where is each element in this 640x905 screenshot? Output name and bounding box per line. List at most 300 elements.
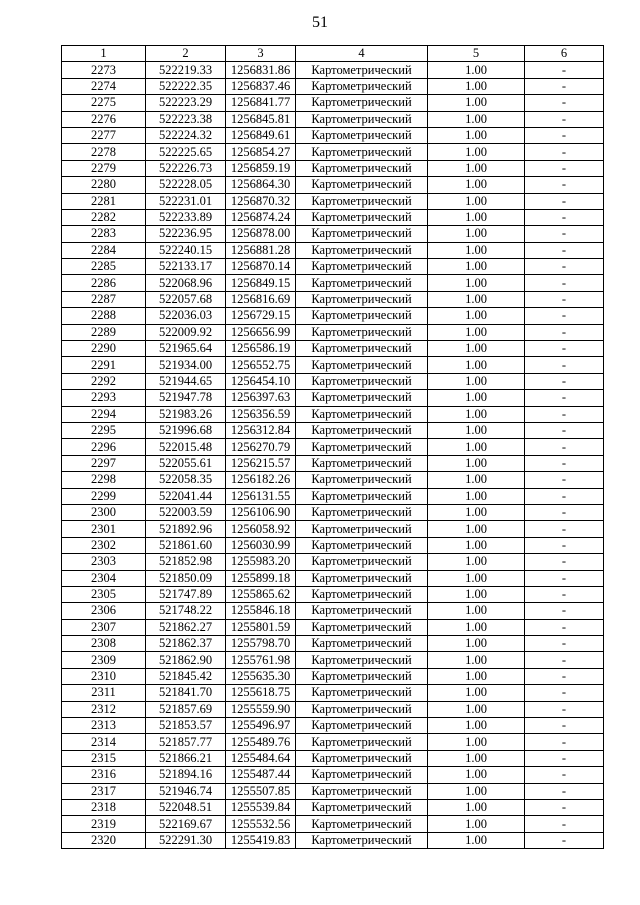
description-cell: - <box>525 619 604 635</box>
y-coordinate-cell: 1255983.20 <box>226 554 296 570</box>
accuracy-cell: 1.00 <box>428 390 525 406</box>
table-row <box>62 799 604 815</box>
method-cell: Картометрический <box>296 619 428 635</box>
accuracy-cell: 1.00 <box>428 554 525 570</box>
point-number-cell: 2292 <box>62 373 146 389</box>
accuracy-cell: 1.00 <box>428 422 525 438</box>
x-coordinate-cell: 521946.74 <box>146 783 226 799</box>
table-row <box>62 78 604 94</box>
table-row <box>62 275 604 291</box>
description-cell: - <box>525 193 604 209</box>
y-coordinate-cell: 1256182.26 <box>226 472 296 488</box>
table-row <box>62 177 604 193</box>
method-cell: Картометрический <box>296 373 428 389</box>
method-cell: Картометрический <box>296 259 428 275</box>
table-row <box>62 341 604 357</box>
y-coordinate-cell: 1255496.97 <box>226 718 296 734</box>
accuracy-cell: 1.00 <box>428 521 525 537</box>
x-coordinate-cell: 522041.44 <box>146 488 226 504</box>
table-row <box>62 406 604 422</box>
y-coordinate-cell: 1256058.92 <box>226 521 296 537</box>
y-coordinate-cell: 1256845.81 <box>226 111 296 127</box>
point-number-cell: 2290 <box>62 341 146 357</box>
y-coordinate-cell: 1255507.85 <box>226 783 296 799</box>
y-coordinate-cell: 1256586.19 <box>226 341 296 357</box>
accuracy-cell: 1.00 <box>428 504 525 520</box>
description-cell: - <box>525 160 604 176</box>
point-number-cell: 2308 <box>62 636 146 652</box>
accuracy-cell: 1.00 <box>428 701 525 717</box>
table-row <box>62 734 604 750</box>
point-number-cell: 2294 <box>62 406 146 422</box>
point-number-cell: 2311 <box>62 685 146 701</box>
y-coordinate-cell: 1255846.18 <box>226 603 296 619</box>
description-cell: - <box>525 111 604 127</box>
table-header <box>62 46 604 62</box>
y-coordinate-cell: 1256131.55 <box>226 488 296 504</box>
y-coordinate-cell: 1256849.15 <box>226 275 296 291</box>
method-cell: Картометрический <box>296 783 428 799</box>
method-cell: Картометрический <box>296 341 428 357</box>
accuracy-cell: 1.00 <box>428 832 525 848</box>
x-coordinate-cell: 521850.09 <box>146 570 226 586</box>
description-cell: - <box>525 586 604 602</box>
x-coordinate-cell: 522169.67 <box>146 816 226 832</box>
x-coordinate-cell: 522231.01 <box>146 193 226 209</box>
point-number-cell: 2274 <box>62 78 146 94</box>
accuracy-cell: 1.00 <box>428 291 525 307</box>
point-number-cell: 2316 <box>62 767 146 783</box>
accuracy-cell: 1.00 <box>428 799 525 815</box>
description-cell: - <box>525 144 604 160</box>
table-row <box>62 242 604 258</box>
description-cell: - <box>525 718 604 734</box>
accuracy-cell: 1.00 <box>428 95 525 111</box>
table-row <box>62 816 604 832</box>
y-coordinate-cell: 1255618.75 <box>226 685 296 701</box>
y-coordinate-cell: 1255801.59 <box>226 619 296 635</box>
method-cell: Картометрический <box>296 521 428 537</box>
x-coordinate-cell: 521841.70 <box>146 685 226 701</box>
accuracy-cell: 1.00 <box>428 455 525 471</box>
method-cell: Картометрический <box>296 488 428 504</box>
y-coordinate-cell: 1255539.84 <box>226 799 296 815</box>
method-cell: Картометрический <box>296 78 428 94</box>
point-number-cell: 2285 <box>62 259 146 275</box>
y-coordinate-cell: 1256864.30 <box>226 177 296 193</box>
point-number-cell: 2282 <box>62 209 146 225</box>
description-cell: - <box>525 832 604 848</box>
table-row <box>62 308 604 324</box>
point-number-cell: 2296 <box>62 439 146 455</box>
description-cell: - <box>525 455 604 471</box>
point-number-cell: 2299 <box>62 488 146 504</box>
description-cell: - <box>525 636 604 652</box>
y-coordinate-cell: 1256215.57 <box>226 455 296 471</box>
method-cell: Картометрический <box>296 390 428 406</box>
accuracy-cell: 1.00 <box>428 586 525 602</box>
description-cell: - <box>525 750 604 766</box>
point-number-cell: 2314 <box>62 734 146 750</box>
description-cell: - <box>525 177 604 193</box>
table-row <box>62 373 604 389</box>
description-cell: - <box>525 406 604 422</box>
table-row <box>62 504 604 520</box>
point-number-cell: 2291 <box>62 357 146 373</box>
method-cell: Картометрический <box>296 275 428 291</box>
table-row <box>62 291 604 307</box>
description-cell: - <box>525 521 604 537</box>
description-cell: - <box>525 373 604 389</box>
accuracy-cell: 1.00 <box>428 78 525 94</box>
point-number-cell: 2304 <box>62 570 146 586</box>
x-coordinate-cell: 521894.16 <box>146 767 226 783</box>
point-number-cell: 2275 <box>62 95 146 111</box>
table-row <box>62 636 604 652</box>
y-coordinate-cell: 1255559.90 <box>226 701 296 717</box>
accuracy-cell: 1.00 <box>428 144 525 160</box>
point-number-cell: 2289 <box>62 324 146 340</box>
point-number-cell: 2300 <box>62 504 146 520</box>
y-coordinate-cell: 1256816.69 <box>226 291 296 307</box>
description-cell: - <box>525 570 604 586</box>
y-coordinate-cell: 1255419.83 <box>226 832 296 848</box>
coordinates-table <box>61 45 604 849</box>
x-coordinate-cell: 522224.32 <box>146 127 226 143</box>
method-cell: Картометрический <box>296 291 428 307</box>
y-coordinate-cell: 1255487.44 <box>226 767 296 783</box>
x-coordinate-cell: 522058.35 <box>146 472 226 488</box>
description-cell: - <box>525 357 604 373</box>
method-cell: Картометрический <box>296 504 428 520</box>
accuracy-cell: 1.00 <box>428 209 525 225</box>
x-coordinate-cell: 521983.26 <box>146 406 226 422</box>
x-coordinate-cell: 521866.21 <box>146 750 226 766</box>
method-cell: Картометрический <box>296 685 428 701</box>
point-number-cell: 2310 <box>62 668 146 684</box>
description-cell: - <box>525 472 604 488</box>
method-cell: Картометрический <box>296 160 428 176</box>
x-coordinate-cell: 522003.59 <box>146 504 226 520</box>
method-cell: Картометрический <box>296 750 428 766</box>
description-cell: - <box>525 701 604 717</box>
table-row <box>62 324 604 340</box>
y-coordinate-cell: 1255798.70 <box>226 636 296 652</box>
method-cell: Картометрический <box>296 209 428 225</box>
method-cell: Картометрический <box>296 242 428 258</box>
method-cell: Картометрический <box>296 554 428 570</box>
x-coordinate-cell: 521892.96 <box>146 521 226 537</box>
description-cell: - <box>525 504 604 520</box>
column-header-3: 3 <box>226 46 296 62</box>
x-coordinate-cell: 522291.30 <box>146 832 226 848</box>
description-cell: - <box>525 554 604 570</box>
table-row <box>62 701 604 717</box>
y-coordinate-cell: 1256312.84 <box>226 422 296 438</box>
accuracy-cell: 1.00 <box>428 160 525 176</box>
description-cell: - <box>525 734 604 750</box>
accuracy-cell: 1.00 <box>428 193 525 209</box>
description-cell: - <box>525 422 604 438</box>
table-row <box>62 390 604 406</box>
accuracy-cell: 1.00 <box>428 226 525 242</box>
y-coordinate-cell: 1255484.64 <box>226 750 296 766</box>
table-row <box>62 521 604 537</box>
point-number-cell: 2298 <box>62 472 146 488</box>
point-number-cell: 2284 <box>62 242 146 258</box>
accuracy-cell: 1.00 <box>428 750 525 766</box>
point-number-cell: 2307 <box>62 619 146 635</box>
point-number-cell: 2293 <box>62 390 146 406</box>
table-row <box>62 226 604 242</box>
table-row <box>62 570 604 586</box>
method-cell: Картометрический <box>296 111 428 127</box>
x-coordinate-cell: 522240.15 <box>146 242 226 258</box>
point-number-cell: 2301 <box>62 521 146 537</box>
table-header-row <box>62 46 604 62</box>
accuracy-cell: 1.00 <box>428 570 525 586</box>
accuracy-cell: 1.00 <box>428 537 525 553</box>
method-cell: Картометрический <box>296 603 428 619</box>
x-coordinate-cell: 521862.27 <box>146 619 226 635</box>
accuracy-cell: 1.00 <box>428 275 525 291</box>
accuracy-cell: 1.00 <box>428 619 525 635</box>
x-coordinate-cell: 521947.78 <box>146 390 226 406</box>
point-number-cell: 2287 <box>62 291 146 307</box>
table-row <box>62 127 604 143</box>
method-cell: Картометрический <box>296 767 428 783</box>
table-row <box>62 603 604 619</box>
point-number-cell: 2317 <box>62 783 146 799</box>
page-number: 51 <box>312 14 328 31</box>
accuracy-cell: 1.00 <box>428 668 525 684</box>
x-coordinate-cell: 522233.89 <box>146 209 226 225</box>
x-coordinate-cell: 522219.33 <box>146 62 226 78</box>
x-coordinate-cell: 522236.95 <box>146 226 226 242</box>
table-row <box>62 193 604 209</box>
description-cell: - <box>525 685 604 701</box>
table-row <box>62 439 604 455</box>
method-cell: Картометрический <box>296 832 428 848</box>
point-number-cell: 2286 <box>62 275 146 291</box>
x-coordinate-cell: 521944.65 <box>146 373 226 389</box>
table-row <box>62 767 604 783</box>
point-number-cell: 2280 <box>62 177 146 193</box>
table-row <box>62 652 604 668</box>
point-number-cell: 2306 <box>62 603 146 619</box>
method-cell: Картометрический <box>296 95 428 111</box>
method-cell: Картометрический <box>296 406 428 422</box>
accuracy-cell: 1.00 <box>428 636 525 652</box>
table-row <box>62 619 604 635</box>
x-coordinate-cell: 521845.42 <box>146 668 226 684</box>
table-row <box>62 209 604 225</box>
description-cell: - <box>525 259 604 275</box>
x-coordinate-cell: 522223.29 <box>146 95 226 111</box>
description-cell: - <box>525 668 604 684</box>
accuracy-cell: 1.00 <box>428 127 525 143</box>
description-cell: - <box>525 439 604 455</box>
point-number-cell: 2283 <box>62 226 146 242</box>
method-cell: Картометрический <box>296 177 428 193</box>
table-row <box>62 455 604 471</box>
point-number-cell: 2312 <box>62 701 146 717</box>
description-cell: - <box>525 127 604 143</box>
accuracy-cell: 1.00 <box>428 373 525 389</box>
table-row <box>62 472 604 488</box>
y-coordinate-cell: 1256030.99 <box>226 537 296 553</box>
method-cell: Картометрический <box>296 193 428 209</box>
description-cell: - <box>525 308 604 324</box>
table-row <box>62 718 604 734</box>
x-coordinate-cell: 522036.03 <box>146 308 226 324</box>
description-cell: - <box>525 95 604 111</box>
y-coordinate-cell: 1256870.32 <box>226 193 296 209</box>
table-row <box>62 586 604 602</box>
point-number-cell: 2318 <box>62 799 146 815</box>
y-coordinate-cell: 1256397.63 <box>226 390 296 406</box>
point-number-cell: 2305 <box>62 586 146 602</box>
point-number-cell: 2297 <box>62 455 146 471</box>
description-cell: - <box>525 783 604 799</box>
x-coordinate-cell: 522228.05 <box>146 177 226 193</box>
accuracy-cell: 1.00 <box>428 603 525 619</box>
x-coordinate-cell: 521862.90 <box>146 652 226 668</box>
description-cell: - <box>525 799 604 815</box>
column-header-2: 2 <box>146 46 226 62</box>
y-coordinate-cell: 1256854.27 <box>226 144 296 160</box>
point-number-cell: 2319 <box>62 816 146 832</box>
table-row <box>62 357 604 373</box>
x-coordinate-cell: 522222.35 <box>146 78 226 94</box>
accuracy-cell: 1.00 <box>428 62 525 78</box>
description-cell: - <box>525 275 604 291</box>
description-cell: - <box>525 537 604 553</box>
y-coordinate-cell: 1255899.18 <box>226 570 296 586</box>
x-coordinate-cell: 522009.92 <box>146 324 226 340</box>
point-number-cell: 2281 <box>62 193 146 209</box>
point-number-cell: 2276 <box>62 111 146 127</box>
accuracy-cell: 1.00 <box>428 357 525 373</box>
description-cell: - <box>525 652 604 668</box>
x-coordinate-cell: 521747.89 <box>146 586 226 602</box>
method-cell: Картометрический <box>296 455 428 471</box>
point-number-cell: 2302 <box>62 537 146 553</box>
y-coordinate-cell: 1255489.76 <box>226 734 296 750</box>
method-cell: Картометрический <box>296 308 428 324</box>
method-cell: Картометрический <box>296 570 428 586</box>
method-cell: Картометрический <box>296 472 428 488</box>
table-row <box>62 259 604 275</box>
y-coordinate-cell: 1256870.14 <box>226 259 296 275</box>
y-coordinate-cell: 1256106.90 <box>226 504 296 520</box>
table-row <box>62 554 604 570</box>
method-cell: Картометрический <box>296 799 428 815</box>
table-row <box>62 111 604 127</box>
point-number-cell: 2315 <box>62 750 146 766</box>
y-coordinate-cell: 1255865.62 <box>226 586 296 602</box>
y-coordinate-cell: 1256881.28 <box>226 242 296 258</box>
y-coordinate-cell: 1256859.19 <box>226 160 296 176</box>
x-coordinate-cell: 521862.37 <box>146 636 226 652</box>
point-number-cell: 2277 <box>62 127 146 143</box>
description-cell: - <box>525 603 604 619</box>
point-number-cell: 2295 <box>62 422 146 438</box>
method-cell: Картометрический <box>296 144 428 160</box>
y-coordinate-cell: 1256874.24 <box>226 209 296 225</box>
accuracy-cell: 1.00 <box>428 718 525 734</box>
description-cell: - <box>525 242 604 258</box>
x-coordinate-cell: 521852.98 <box>146 554 226 570</box>
table-row <box>62 422 604 438</box>
accuracy-cell: 1.00 <box>428 816 525 832</box>
x-coordinate-cell: 522223.38 <box>146 111 226 127</box>
method-cell: Картометрический <box>296 226 428 242</box>
y-coordinate-cell: 1256729.15 <box>226 308 296 324</box>
description-cell: - <box>525 341 604 357</box>
x-coordinate-cell: 522048.51 <box>146 799 226 815</box>
description-cell: - <box>525 226 604 242</box>
accuracy-cell: 1.00 <box>428 242 525 258</box>
method-cell: Картометрический <box>296 734 428 750</box>
x-coordinate-cell: 522057.68 <box>146 291 226 307</box>
y-coordinate-cell: 1256878.00 <box>226 226 296 242</box>
x-coordinate-cell: 522015.48 <box>146 439 226 455</box>
accuracy-cell: 1.00 <box>428 406 525 422</box>
y-coordinate-cell: 1256356.59 <box>226 406 296 422</box>
table-row <box>62 95 604 111</box>
description-cell: - <box>525 209 604 225</box>
description-cell: - <box>525 816 604 832</box>
table-body <box>62 62 604 849</box>
table-row <box>62 488 604 504</box>
x-coordinate-cell: 522225.65 <box>146 144 226 160</box>
y-coordinate-cell: 1255635.30 <box>226 668 296 684</box>
method-cell: Картометрический <box>296 537 428 553</box>
y-coordinate-cell: 1255532.56 <box>226 816 296 832</box>
accuracy-cell: 1.00 <box>428 472 525 488</box>
point-number-cell: 2288 <box>62 308 146 324</box>
method-cell: Картометрический <box>296 668 428 684</box>
y-coordinate-cell: 1256270.79 <box>226 439 296 455</box>
point-number-cell: 2278 <box>62 144 146 160</box>
y-coordinate-cell: 1256837.46 <box>226 78 296 94</box>
y-coordinate-cell: 1256454.10 <box>226 373 296 389</box>
y-coordinate-cell: 1256841.77 <box>226 95 296 111</box>
y-coordinate-cell: 1256849.61 <box>226 127 296 143</box>
method-cell: Картометрический <box>296 816 428 832</box>
accuracy-cell: 1.00 <box>428 652 525 668</box>
table-row <box>62 668 604 684</box>
x-coordinate-cell: 521748.22 <box>146 603 226 619</box>
method-cell: Картометрический <box>296 652 428 668</box>
column-header-1: 1 <box>62 46 146 62</box>
table-row <box>62 160 604 176</box>
x-coordinate-cell: 522068.96 <box>146 275 226 291</box>
table-row <box>62 783 604 799</box>
method-cell: Картометрический <box>296 636 428 652</box>
x-coordinate-cell: 521857.69 <box>146 701 226 717</box>
table-row <box>62 62 604 78</box>
y-coordinate-cell: 1256831.86 <box>226 62 296 78</box>
description-cell: - <box>525 78 604 94</box>
accuracy-cell: 1.00 <box>428 783 525 799</box>
description-cell: - <box>525 488 604 504</box>
x-coordinate-cell: 522226.73 <box>146 160 226 176</box>
x-coordinate-cell: 521853.57 <box>146 718 226 734</box>
x-coordinate-cell: 521857.77 <box>146 734 226 750</box>
accuracy-cell: 1.00 <box>428 488 525 504</box>
